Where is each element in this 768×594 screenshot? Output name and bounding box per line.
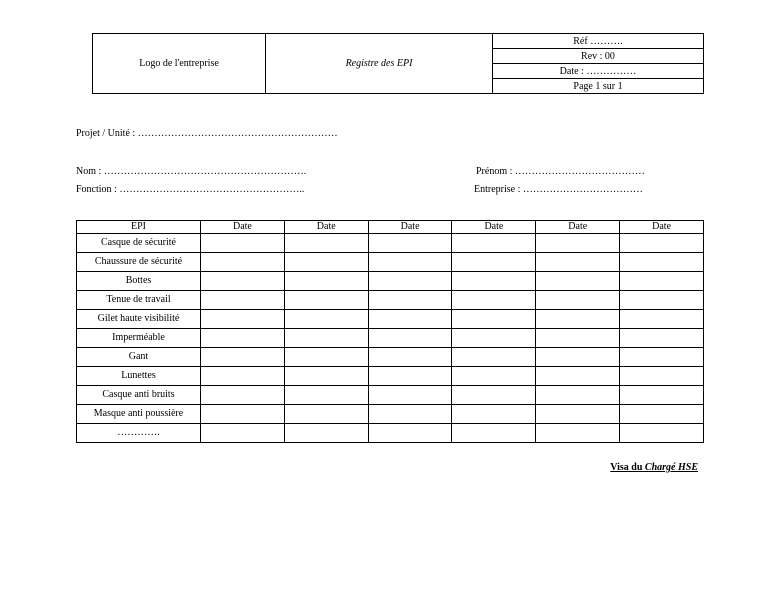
date-cell[interactable] [368, 291, 452, 310]
date-cell[interactable] [284, 272, 368, 291]
date-cell[interactable] [452, 405, 536, 424]
document-title: Registre des EPI [266, 34, 493, 94]
date-cell[interactable] [284, 348, 368, 367]
date-cell[interactable] [620, 424, 704, 443]
date-cell[interactable] [452, 348, 536, 367]
date-cell[interactable] [201, 386, 285, 405]
table-row [77, 367, 704, 386]
epi-item-label: Masque anti poussière [77, 405, 201, 424]
date-cell[interactable] [284, 291, 368, 310]
date-cell[interactable] [536, 424, 620, 443]
table-header-row [77, 221, 704, 234]
date-cell[interactable] [452, 291, 536, 310]
table-row [77, 348, 704, 367]
date-cell[interactable] [536, 348, 620, 367]
date-cell[interactable] [536, 386, 620, 405]
table-row [77, 310, 704, 329]
date-field: Date : …………… [493, 64, 704, 79]
date-cell[interactable] [452, 329, 536, 348]
revision-field: Rev : 00 [493, 49, 704, 64]
date-cell[interactable] [368, 272, 452, 291]
date-cell[interactable] [536, 253, 620, 272]
visa-signature-label [610, 462, 698, 473]
date-cell[interactable] [368, 310, 452, 329]
date-cell[interactable] [620, 329, 704, 348]
date-cell[interactable] [452, 310, 536, 329]
date-cell[interactable] [284, 405, 368, 424]
date-cell[interactable] [620, 291, 704, 310]
visa-prefix: Visa du [610, 462, 645, 473]
date-cell[interactable] [201, 253, 285, 272]
date-cell[interactable] [201, 405, 285, 424]
epi-item-label: Chaussure de sécurité [77, 253, 201, 272]
fonction-field: Fonction : ……………………………………………….. [76, 184, 305, 195]
date-cell[interactable] [536, 234, 620, 253]
date-cell[interactable] [201, 310, 285, 329]
table-row [77, 234, 704, 253]
date-cell[interactable] [284, 386, 368, 405]
date-cell[interactable] [368, 386, 452, 405]
date-cell[interactable] [620, 405, 704, 424]
date-cell[interactable] [368, 424, 452, 443]
date-cell[interactable] [201, 234, 285, 253]
page-number: Page 1 sur 1 [493, 79, 704, 94]
table-row [77, 386, 704, 405]
date-cell[interactable] [368, 253, 452, 272]
prenom-field: Prénom : ………………………………… [476, 166, 645, 177]
epi-item-label: Gant [77, 348, 201, 367]
date-cell[interactable] [536, 367, 620, 386]
date-cell[interactable] [620, 234, 704, 253]
column-header: EPI [77, 221, 201, 234]
date-cell[interactable] [620, 272, 704, 291]
company-logo-placeholder: Logo de l'entreprise [93, 34, 266, 94]
date-cell[interactable] [452, 386, 536, 405]
date-cell[interactable] [284, 234, 368, 253]
date-cell[interactable] [284, 310, 368, 329]
date-cell[interactable] [536, 405, 620, 424]
column-header: Date [368, 221, 452, 234]
column-header: Date [452, 221, 536, 234]
date-cell[interactable] [620, 367, 704, 386]
date-cell[interactable] [284, 367, 368, 386]
table-row [77, 253, 704, 272]
date-cell[interactable] [284, 253, 368, 272]
table-row [77, 272, 704, 291]
epi-register-table [76, 220, 704, 443]
date-cell[interactable] [620, 386, 704, 405]
date-cell[interactable] [452, 424, 536, 443]
date-cell[interactable] [536, 291, 620, 310]
table-row [77, 424, 704, 443]
reference-field: Réf ………. [493, 34, 704, 49]
date-cell[interactable] [536, 272, 620, 291]
epi-item-label: Casque anti bruits [77, 386, 201, 405]
date-cell[interactable] [452, 234, 536, 253]
date-cell[interactable] [201, 272, 285, 291]
date-cell[interactable] [201, 348, 285, 367]
date-cell[interactable] [201, 424, 285, 443]
epi-item-label: Bottes [77, 272, 201, 291]
column-header: Date [620, 221, 704, 234]
epi-item-label: Casque de sécurité [77, 234, 201, 253]
date-cell[interactable] [536, 329, 620, 348]
table-row [77, 329, 704, 348]
column-header: Date [536, 221, 620, 234]
epi-item-label: Gilet haute visibilité [77, 310, 201, 329]
date-cell[interactable] [452, 367, 536, 386]
projet-unite-field: Projet / Unité : …………………………………………………… [76, 128, 338, 139]
table-row [77, 405, 704, 424]
epi-item-label: Lunettes [77, 367, 201, 386]
date-cell[interactable] [620, 310, 704, 329]
visa-role: Chargé HSE [644, 462, 698, 473]
date-cell[interactable] [368, 405, 452, 424]
date-cell[interactable] [368, 348, 452, 367]
epi-item-label: …………. [77, 424, 201, 443]
column-header: Date [201, 221, 285, 234]
column-header: Date [284, 221, 368, 234]
date-cell[interactable] [452, 272, 536, 291]
date-cell[interactable] [284, 424, 368, 443]
date-cell[interactable] [536, 310, 620, 329]
date-cell[interactable] [620, 253, 704, 272]
date-cell[interactable] [368, 329, 452, 348]
date-cell[interactable] [284, 329, 368, 348]
epi-item-label: Imperméable [77, 329, 201, 348]
nom-field: Nom : ……………………………………………………. [76, 166, 307, 177]
date-cell[interactable] [368, 234, 452, 253]
table-row [77, 291, 704, 310]
date-cell[interactable] [452, 253, 536, 272]
document-header [92, 33, 704, 94]
date-cell[interactable] [368, 367, 452, 386]
date-cell[interactable] [201, 291, 285, 310]
entreprise-field: Entreprise : ……………………………… [474, 184, 643, 195]
date-cell[interactable] [201, 367, 285, 386]
date-cell[interactable] [620, 348, 704, 367]
epi-item-label: Tenue de travail [77, 291, 201, 310]
date-cell[interactable] [201, 329, 285, 348]
